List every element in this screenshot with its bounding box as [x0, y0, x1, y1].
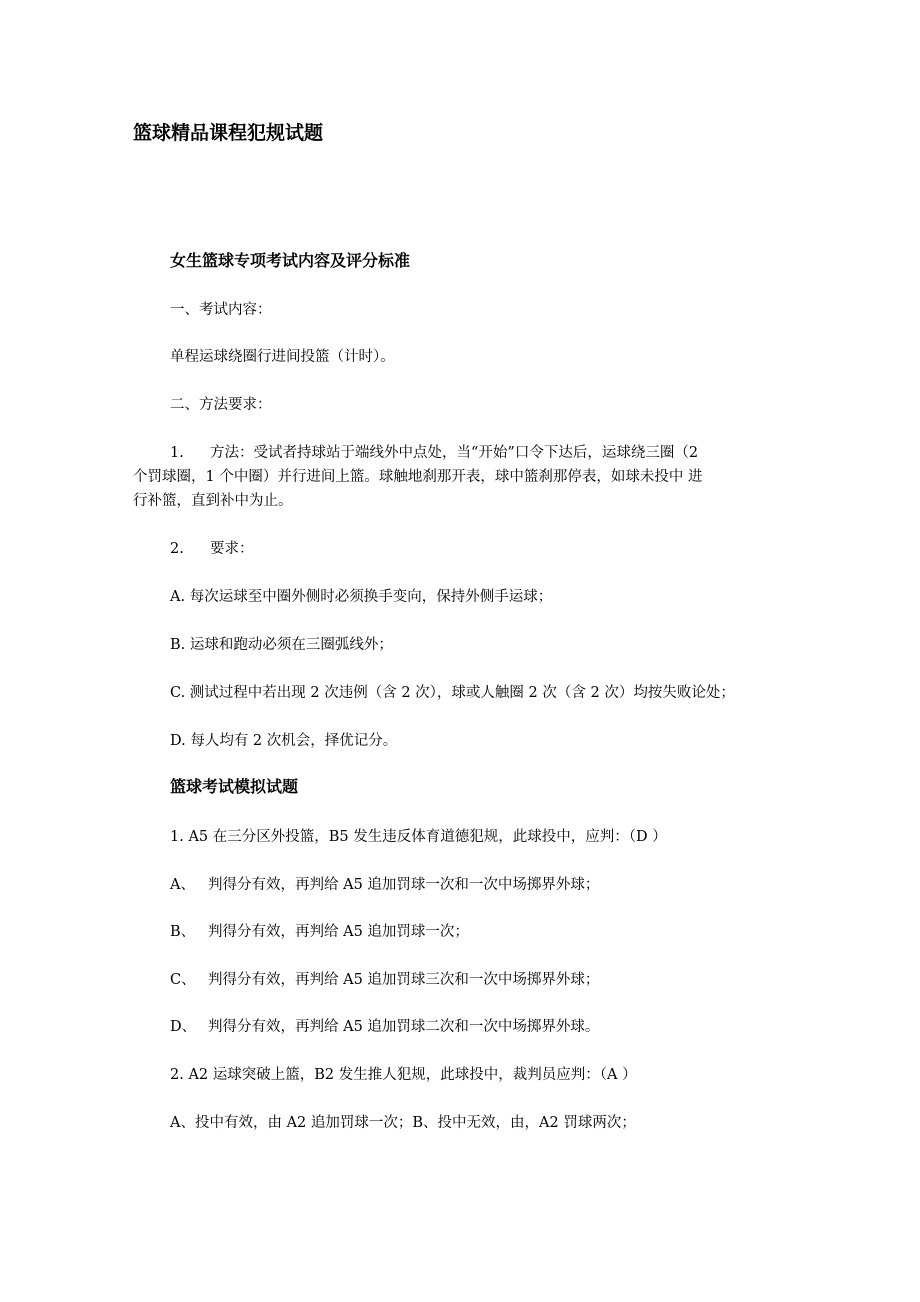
option-text: 判得分有效，再判给 A5 追加罚球一次和一次中场掷界外球；	[208, 877, 600, 893]
requirement-c: C. 测试过程中若出现 2 次违例（含 2 次），球或人触圈 2 次（含 2 次）均按失败论处；	[170, 685, 735, 701]
option-label: D、	[170, 1019, 197, 1035]
option-text: 判得分有效，再判给 A5 追加罚球二次和一次中场掷界外球。	[208, 1019, 600, 1035]
method-item-line-3: 行补篮，直到补中为止。	[133, 493, 293, 509]
requirements-item	[170, 539, 254, 559]
question-2-options: A、投中有效，由 A2 追加罚球一次；B、投中无效，由，A2 罚球两次；	[170, 1115, 636, 1131]
document-title: 篮球精品课程犯规试题	[133, 122, 324, 144]
option-label: A、	[170, 877, 195, 893]
question-1-option-a	[170, 875, 599, 895]
mock-exam-heading: 篮球考试模拟试题	[170, 777, 299, 796]
question-1-option-b	[170, 922, 469, 942]
requirement-b: B. 运球和跑动必须在三圈弧线外；	[170, 637, 393, 653]
content-text: 单程运球绕圈行进间投篮（计时）。	[170, 349, 395, 365]
content-heading: 一、考试内容：	[170, 302, 272, 318]
option-text: 判得分有效，再判给 A5 追加罚球三次和一次中场掷界外球；	[208, 972, 600, 988]
method-item-line-1	[170, 443, 698, 463]
question-1: 1. A5 在三分区外投篮，B5 发生违反体育道德犯规，此球投中，应判：（D ）	[170, 829, 667, 845]
requirement-d: D. 每人均有 2 次机会，择优记分。	[170, 733, 398, 749]
question-1-option-c	[170, 970, 599, 990]
option-label: B、	[170, 924, 196, 940]
requirements-item-label: 要求：	[210, 541, 254, 557]
question-2: 2. A2 运球突破上篮，B2 发生推人犯规，此球投中，裁判员应判：（A ）	[170, 1067, 637, 1083]
option-label: C、	[170, 972, 196, 988]
exam-standard-heading: 女生篮球专项考试内容及评分标准	[170, 251, 411, 270]
method-item-number: 1.	[170, 445, 184, 461]
method-item-text-1: 方法：受试者持球站于端线外中点处，当“开始”口令下达后，运球绕三圈（2	[210, 445, 699, 461]
method-heading: 二、方法要求：	[170, 397, 272, 413]
method-item-line-2: 个罚球圈，1 个中圈）并行进间上篮。球触地刹那开表，球中篮刹那停表，如球未投中 进	[133, 469, 703, 485]
option-text: 判得分有效，再判给 A5 追加罚球一次；	[208, 924, 469, 940]
requirements-item-number: 2.	[170, 541, 184, 557]
requirement-a: A. 每次运球至中圈外侧时必须换手变向，保持外侧手运球；	[170, 589, 553, 605]
question-1-option-d	[170, 1017, 599, 1037]
